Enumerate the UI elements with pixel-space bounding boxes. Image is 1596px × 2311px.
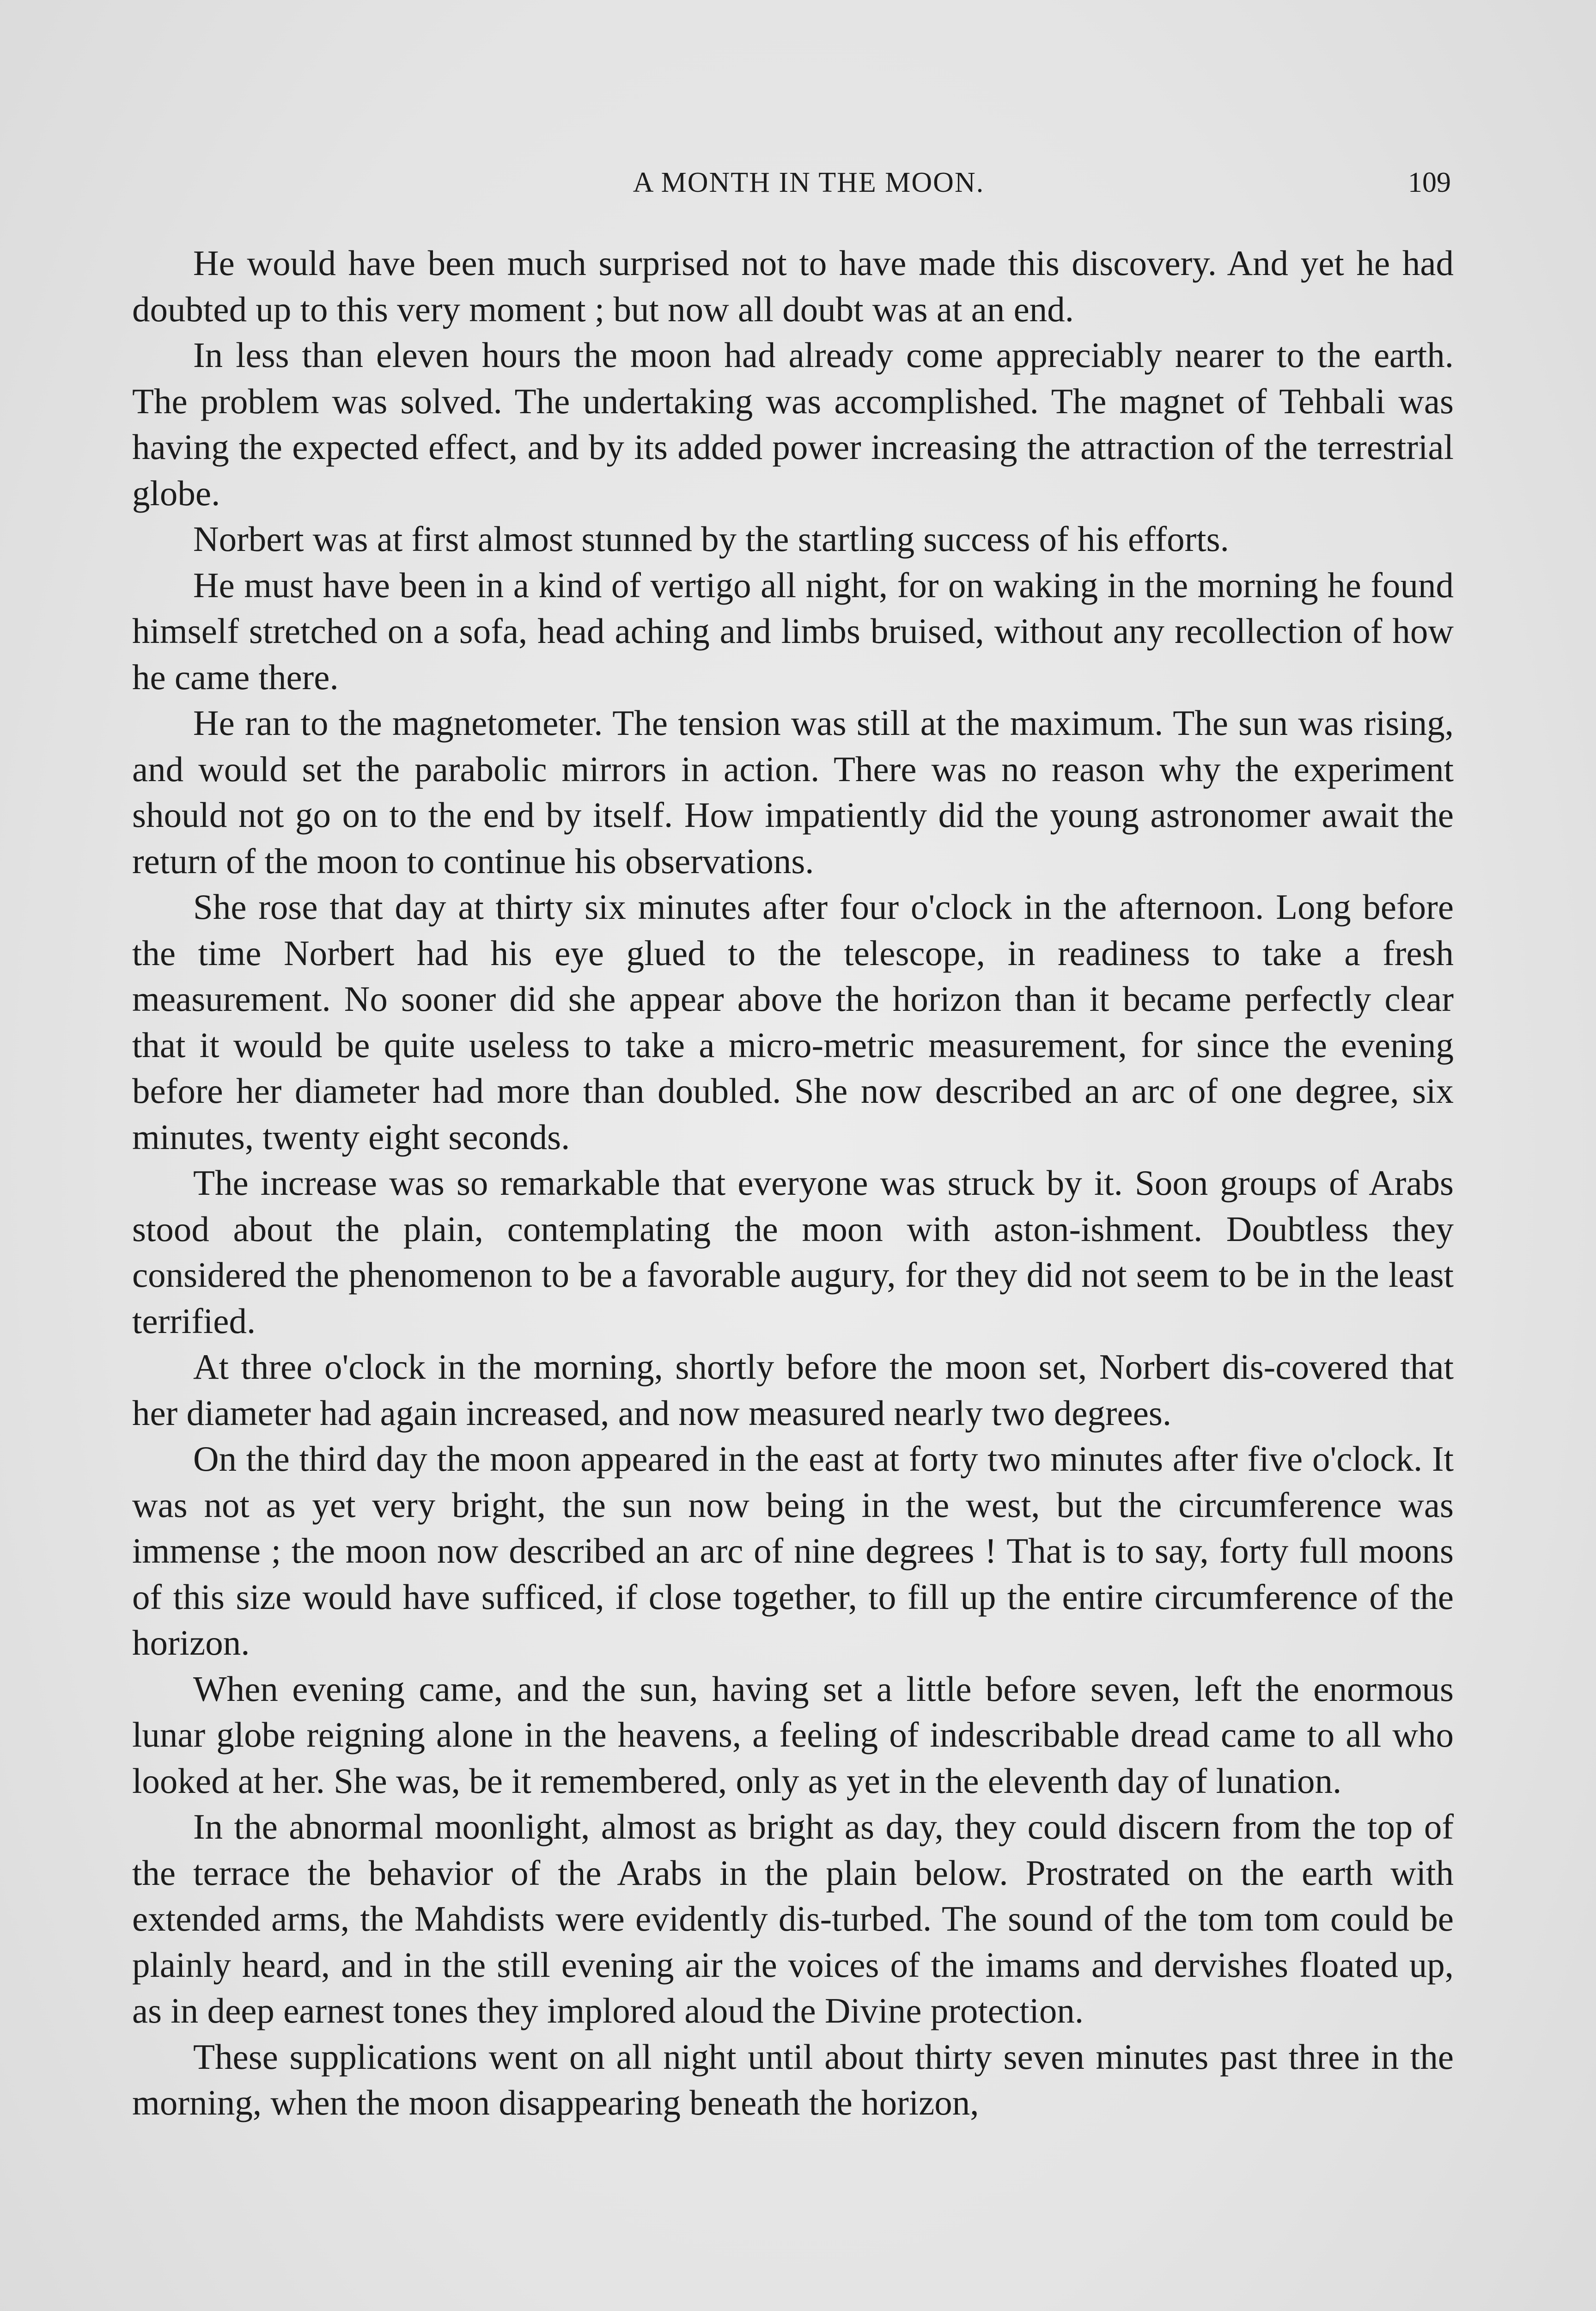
- paragraph: When evening came, and the sun, having set a little before seven, left the enormous lunar globe reigning alone in the heavens, a feeling of indescribable dread came to all who looked at her. She was, be it remembered, only as yet in the eleventh day of lunation.: [132, 1669, 1454, 1801]
- paragraph: At three o'clock in the morning, shortly before the moon set, Norbert dis-covered that her diameter had again increased, and now measured nearly two degrees.: [132, 1347, 1454, 1433]
- page-number: 109: [1408, 167, 1451, 198]
- paragraph: He must have been in a kind of vertigo all night, for on waking in the morning he found himself stretched on a sofa, head aching and limbs bruised, without any recollection of how he came there.: [132, 565, 1454, 697]
- paragraph: On the third day the moon appeared in the east at forty two minutes after five o'clock. It was not as yet very bright, the sun now being in the west, but the circumference was immense ; the moon now described an arc of nine degrees ! That is to say, forty full moons of this size would have sufficed, if close together, to fill up the entire circumference of the horizon.: [132, 1439, 1454, 1663]
- paragraph: The increase was so remarkable that everyone was struck by it. Soon groups of Arabs stood about the plain, contemplating the moon with aston-ishment. Doubtless they considered the phenomenon to be a favorable augury, for they did not seem to be in the least terrified.: [132, 1163, 1454, 1341]
- paragraph: Norbert was at first almost stunned by the startling success of his efforts.: [193, 519, 1229, 559]
- paragraph: In less than eleven hours the moon had already come appreciably nearer to the earth. The problem was solved. The undertaking was accomplished. The magnet of Tehbali was having the expected effect, and by its added power increasing the attraction of the terrestrial globe.: [132, 335, 1454, 513]
- paragraph: He would have been much surprised not to have made this discovery. And yet he had doubted up to this very moment ; but now all doubt was at an end.: [132, 243, 1454, 329]
- body-text: [132, 240, 1454, 2126]
- paragraph: She rose that day at thirty six minutes after four o'clock in the afternoon. Long before the time Norbert had his eye glued to the telescope, in readiness to take a fresh measurement. No sooner did she appear above the horizon than it became perfectly clear that it would be quite useless to take a micro-metric measurement, for since the evening before her diameter had more than doubled. She now described an arc of one degree, six minutes, twenty eight seconds.: [132, 887, 1454, 1157]
- paragraph: He ran to the magnetometer. The tension was still at the maximum. The sun was rising, and would set the parabolic mirrors in action. There was no reason why the experiment should not go on to the end by itself. How impatiently did the young astronomer await the return of the moon to continue his observations.: [132, 703, 1454, 881]
- running-title: A MONTH IN THE MOON.: [633, 167, 985, 198]
- paragraph: In the abnormal moonlight, almost as bright as day, they could discern from the top of the terrace the behavior of the Arabs in the plain below. Prostrated on the earth with extended arms, the Mahdists were evidently dis-turbed. The sound of the tom tom could be plainly heard, and in the still evening air the voices of the imams and dervishes floated up, as in deep earnest tones they implored aloud the Divine protection.: [132, 1807, 1454, 2030]
- paragraph: These supplications went on all night until about thirty seven minutes past three in the morning, when the moon disappearing beneath the horizon,: [132, 2036, 1454, 2122]
